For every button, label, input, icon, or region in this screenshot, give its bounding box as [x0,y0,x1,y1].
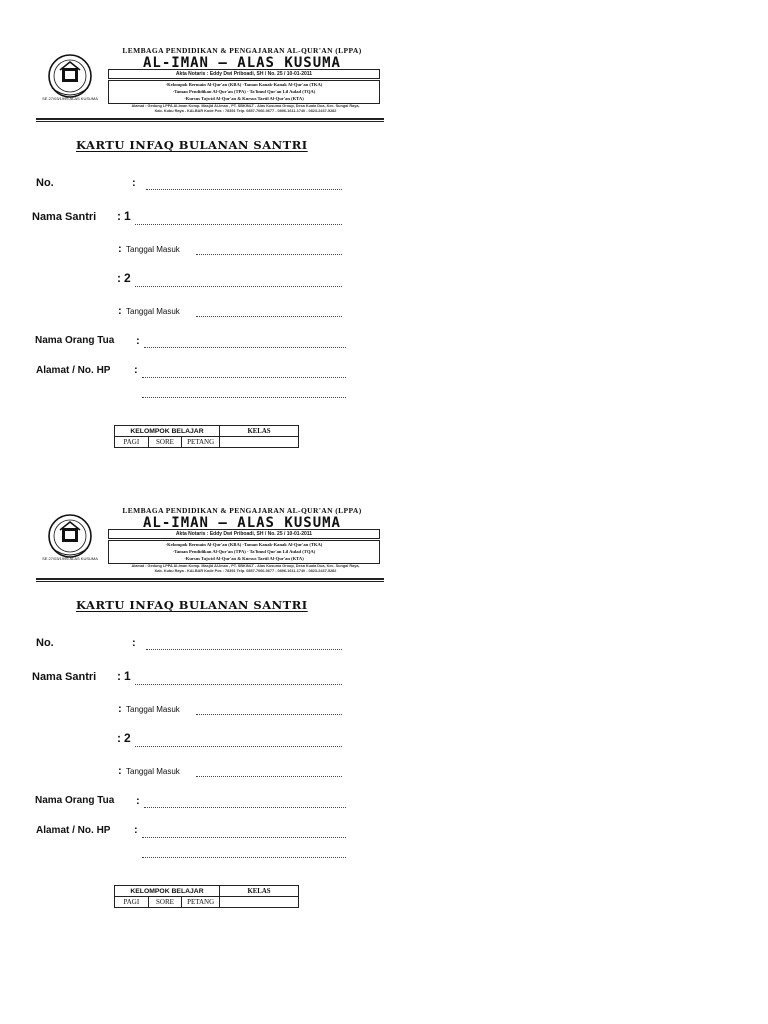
no-colon: : [132,637,136,649]
program-line-1: -Kelompok Bermain Al-Qur'an (KBA) -Taman Kanak-Kanak Al-Qur'an (TKA) [165,542,323,547]
session-petang[interactable]: PETANG [182,897,220,908]
program-line-2: -Taman Pendidikan Al-Qur'an (TPA) - Ta'limul Qur'an Lil Aulad (TQA) [172,549,316,554]
program-line-2: -Taman Pendidikan Al-Qur'an (TPA) - Ta'limul Qur'an Lil Aulad (TQA) [172,89,316,94]
kelas-header: KELAS [220,426,299,437]
kelompok-belajar-header: KELOMPOK BELAJAR [115,886,220,897]
header-rule [36,118,384,120]
akta-notaris: Akta Notaris : Eddy Dwi Priboadi, SH / No. 25 / 10-01-2011 [108,69,380,79]
entry-2-marker: : 2 [117,271,131,285]
tanggal-masuk-2-label: Tanggal Masuk [126,767,180,776]
program-line-3: -Kursus Tajwid Al-Qur'an & Kursus Tartil Al-Qur'an (KTA) [184,96,304,101]
no-label: No. [36,177,54,189]
alamat-label: Alamat / No. HP [36,365,111,376]
lppa-seal-icon [36,48,100,112]
session-pagi[interactable]: PAGI [115,437,149,448]
address-line-1: Alamat : Gedung LPPA Al-Iman Komp. Masjid Al-Iman , PT. SBKINLT - Alas Kusuma Group, Desa Kuala Dua, Kec. Sungai Raya, [131,104,360,108]
no-field[interactable] [146,649,342,650]
tanggal-masuk-1-field[interactable] [196,714,342,715]
card-title: KARTU INFAQ BULANAN SANTRI [76,138,308,152]
address-line-1: Alamat : Gedung LPPA Al-Iman Komp. Masjid Al-Iman , PT. SBKINLT - Alas Kusuma Group, Desa Kuala Dua, Kec. Sungai Raya, [131,564,360,568]
akta-notaris: Akta Notaris : Eddy Dwi Priboadi, SH / No. 25 / 10-01-2011 [108,529,380,539]
svg-text:SE 27/03/1995 ALAS KUSUMA: SE 27/03/1995 ALAS KUSUMA [42,556,98,561]
program-list [108,80,380,104]
address [108,564,383,574]
alamat-label: Alamat / No. HP [36,825,111,836]
tanggal-masuk-1-label: Tanggal Masuk [126,245,180,254]
infaq-card-2 [30,490,390,950]
header-rule-thin [36,581,384,582]
alamat-field-1[interactable] [142,837,346,838]
session-pagi[interactable]: PAGI [115,897,149,908]
tanggal-masuk-2-colon: : [118,765,122,777]
address [108,104,383,114]
nama-santri-label: Nama Santri [32,671,97,683]
orang-tua-label: Nama Orang Tua [35,795,115,806]
kelompok-belajar-table [114,885,299,908]
nama-santri-2-field[interactable] [135,746,342,747]
nama-santri-label: Nama Santri [32,211,97,223]
alamat-field-1[interactable] [142,377,346,378]
no-field[interactable] [146,189,342,190]
tanggal-masuk-1-label: Tanggal Masuk [126,705,180,714]
nama-santri-1-field[interactable] [135,684,342,685]
alamat-field-2[interactable] [142,857,346,858]
session-sore[interactable]: SORE [148,897,182,908]
alamat-field-2[interactable] [142,397,346,398]
entry-1-marker: : 1 [117,669,131,683]
orang-tua-label: Nama Orang Tua [35,335,115,346]
header-rule-thin [36,121,384,122]
program-list [108,540,380,564]
nama-santri-2-field[interactable] [135,286,342,287]
address-line-2: Kab. Kubu Raya - KALBAR Kode Pos : 78391 Telp. 0857-7060-0677 - 0896-1611-1740 - 0823-2437-5282 [154,569,337,574]
orang-tua-field[interactable] [144,347,346,348]
institution-title: AL-IMAN – ALAS KUSUMA [142,55,341,71]
tanggal-masuk-2-field[interactable] [196,776,342,777]
infaq-card-1 [30,30,390,490]
no-colon: : [132,177,136,189]
header-rule [36,578,384,580]
tanggal-masuk-2-label: Tanggal Masuk [126,307,180,316]
alamat-colon: : [134,824,138,836]
entry-2-marker: : 2 [117,731,131,745]
program-line-3: -Kursus Tajwid Al-Qur'an & Kursus Tartil Al-Qur'an (KTA) [184,556,304,561]
entry-1-marker: : 1 [117,209,131,223]
card-title: KARTU INFAQ BULANAN SANTRI [76,598,308,612]
kelompok-belajar-table [114,425,299,448]
orang-tua-colon: : [136,795,140,807]
session-sore[interactable]: SORE [148,437,182,448]
lppa-seal-icon [36,508,100,572]
tanggal-masuk-2-colon: : [118,305,122,317]
kelas-cell[interactable] [220,897,299,908]
kelompok-belajar-header: KELOMPOK BELAJAR [115,426,220,437]
institution-name: LEMBAGA PENDIDIKAN & PENGAJARAN AL-QUR'AN (LPPA) [122,46,362,55]
orang-tua-field[interactable] [144,807,346,808]
alamat-colon: : [134,364,138,376]
program-line-1: -Kelompok Bermain Al-Qur'an (KBA) -Taman Kanak-Kanak Al-Qur'an (TKA) [165,82,323,87]
tanggal-masuk-1-field[interactable] [196,254,342,255]
svg-text:SE 27/03/1995 ALAS KUSUMA: SE 27/03/1995 ALAS KUSUMA [42,96,98,101]
no-label: No. [36,637,54,649]
address-line-2: Kab. Kubu Raya - KALBAR Kode Pos : 78391 Telp. 0857-7060-0677 - 0896-1611-1740 - 0823-2437-5282 [154,109,337,114]
institution-title: AL-IMAN – ALAS KUSUMA [142,515,341,531]
tanggal-masuk-2-field[interactable] [196,316,342,317]
nama-santri-1-field[interactable] [135,224,342,225]
kelas-header: KELAS [220,886,299,897]
kelas-cell[interactable] [220,437,299,448]
tanggal-masuk-1-colon: : [118,243,122,255]
tanggal-masuk-1-colon: : [118,703,122,715]
orang-tua-colon: : [136,335,140,347]
institution-name: LEMBAGA PENDIDIKAN & PENGAJARAN AL-QUR'AN (LPPA) [122,506,362,515]
session-petang[interactable]: PETANG [182,437,220,448]
